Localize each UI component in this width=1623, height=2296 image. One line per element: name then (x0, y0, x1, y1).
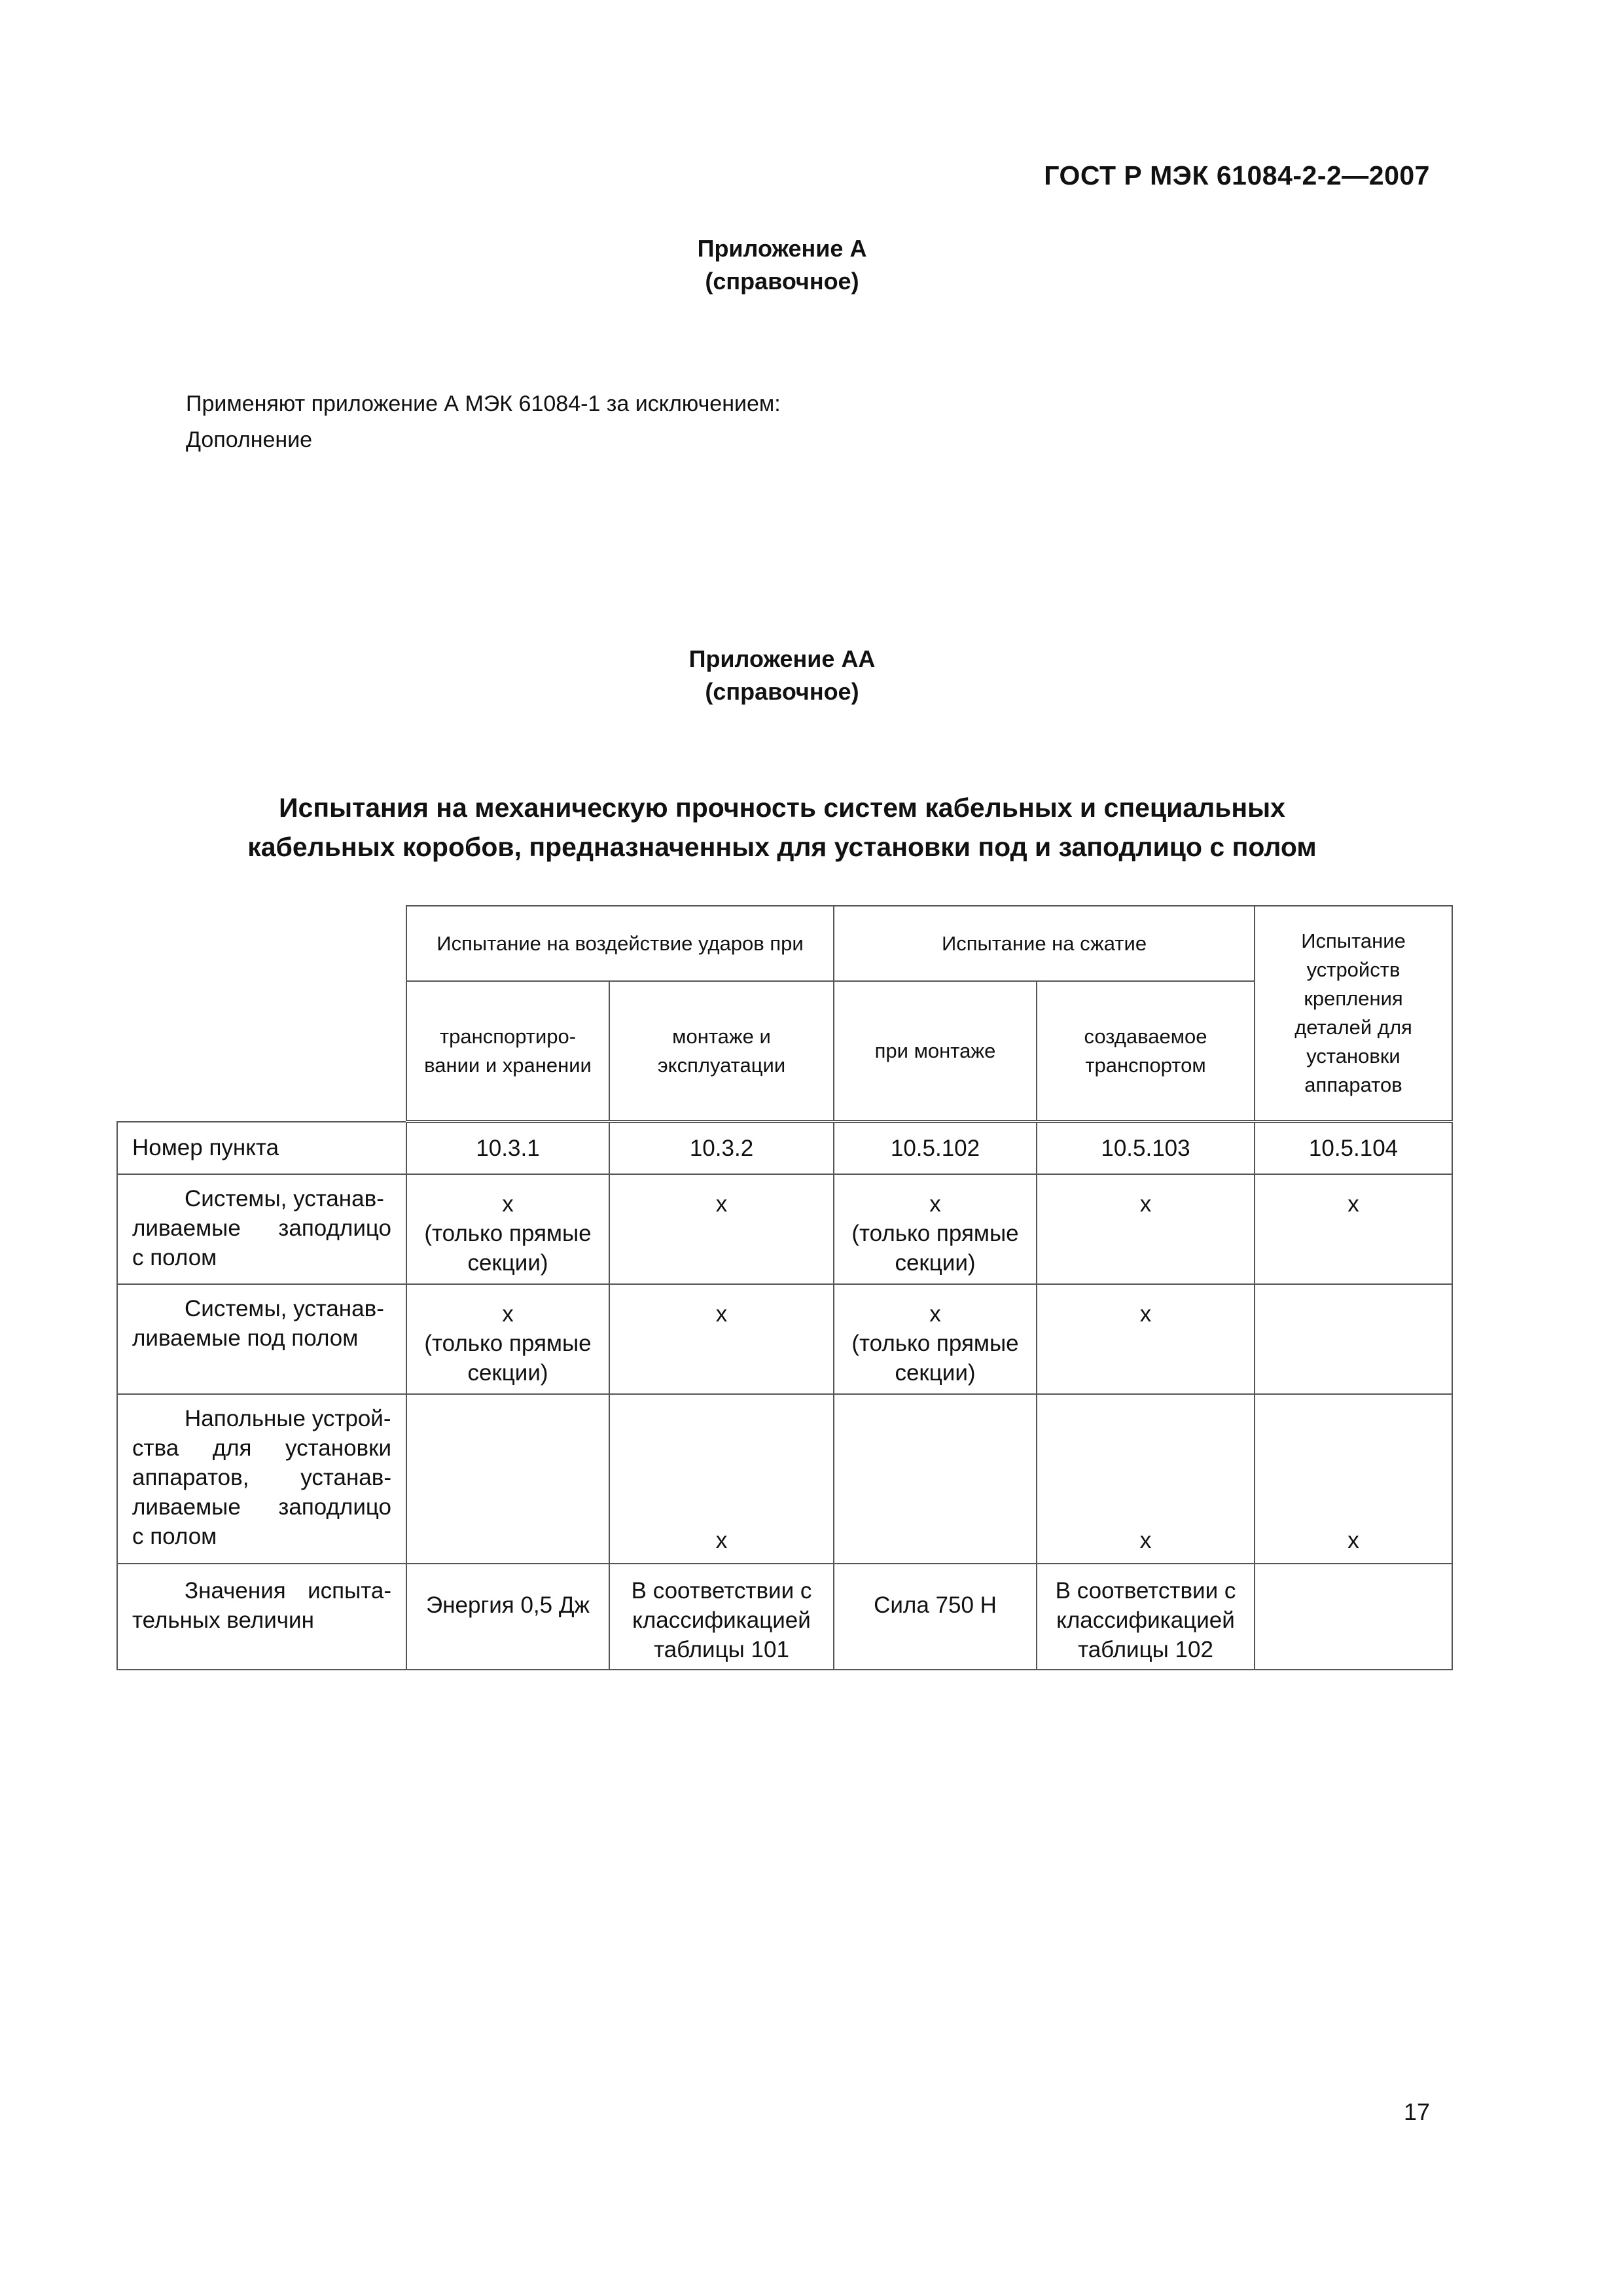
row-label-line: Значения испыта- (185, 1578, 391, 1604)
subheader-line: вании и хранении (424, 1053, 592, 1077)
row-label (117, 1174, 406, 1284)
row-label-line: ливаемые под полом (132, 1325, 359, 1351)
table-cell-empty (1255, 1284, 1452, 1394)
tests-table (116, 905, 1453, 1670)
table-cell (406, 1284, 609, 1394)
table-cell (1037, 1564, 1255, 1670)
subheader-mounting: при монтаже (834, 981, 1037, 1122)
cell-line: x (1139, 1191, 1152, 1217)
cell-line: x (1139, 1301, 1152, 1327)
table-cell (406, 1174, 609, 1284)
table-cell: x (1037, 1394, 1255, 1564)
annex-aa-subtitle: (справочное) (705, 678, 859, 705)
annex-a-title: Приложение А (697, 235, 867, 262)
header-fixing-line: установки (1306, 1045, 1400, 1067)
table-cell: 10.5.103 (1037, 1122, 1255, 1175)
annex-aa-section-title (0, 788, 1564, 867)
cell-line: В соответствии с (631, 1578, 812, 1604)
header-fixing-line: устройств (1306, 958, 1400, 981)
subheader-line: создаваемое (1084, 1024, 1207, 1048)
subheader-transport (406, 981, 609, 1122)
cell-line: (только прямые (851, 1221, 1019, 1246)
table-cell (834, 1174, 1037, 1284)
annex-aa-title: Приложение АА (688, 645, 876, 672)
subheader-line: монтаже и (672, 1024, 771, 1048)
table-corner-empty (117, 906, 406, 1122)
table-cell (834, 1284, 1037, 1394)
table-header-row-1 (117, 906, 1452, 981)
standard-id: ГОСТ Р МЭК 61084-2-2—2007 (1044, 160, 1430, 190)
header-fixing-line: аппаратов (1304, 1073, 1402, 1096)
cell-line: секции) (467, 1250, 548, 1276)
table-cell (609, 1564, 834, 1670)
annex-a-text-line2: Дополнение (186, 427, 313, 452)
cell-line: секции) (895, 1360, 976, 1386)
table-cell (1037, 1174, 1255, 1284)
cell-line: классификацией (1056, 1607, 1235, 1633)
subheader-line: эксплуатации (657, 1053, 786, 1077)
table-cell (1037, 1284, 1255, 1394)
table-cell: 10.5.104 (1255, 1122, 1452, 1175)
row-label (117, 1284, 406, 1394)
cell-line: Сила 750 Н (874, 1592, 997, 1618)
table-row-flush-systems (117, 1174, 1452, 1284)
table-row-underfloor-systems (117, 1284, 1452, 1394)
row-label-line: ства для установки (132, 1435, 391, 1461)
cell-line: x (502, 1301, 514, 1327)
cell-line: Энергия 0,5 Дж (426, 1592, 590, 1618)
cell-line: таблицы 102 (1078, 1637, 1213, 1662)
cell-line: (только прямые (424, 1331, 592, 1356)
cell-line: x (929, 1191, 941, 1217)
row-label-line: с полом (132, 1245, 217, 1270)
section-title-line2: кабельных коробов, предназначенных для установки под и заподлицо с полом (247, 832, 1317, 862)
subheader-line: транспортиро- (439, 1024, 577, 1048)
cell-line: x (502, 1191, 514, 1217)
cell-line: секции) (467, 1360, 548, 1386)
cell-line: (только прямые (424, 1221, 592, 1246)
header-fixing-line: деталей для (1294, 1016, 1412, 1039)
table-cell (1255, 1174, 1452, 1284)
cell-line: x (1347, 1191, 1359, 1217)
row-label (117, 1564, 406, 1670)
cell-line: x (929, 1301, 941, 1327)
row-label-line: аппаратов, устанав- (132, 1465, 391, 1490)
subheader-line: транспортом (1085, 1053, 1206, 1077)
table-cell: x (1255, 1394, 1452, 1564)
row-label-line: Системы, устанав- (185, 1296, 384, 1321)
table-row-floor-devices (117, 1394, 1452, 1564)
annex-aa-heading (0, 643, 1564, 708)
row-label-line: ливаемые заподлицо (132, 1494, 391, 1520)
row-label-line: Напольные устрой- (185, 1406, 391, 1431)
table-cell (406, 1564, 609, 1670)
table-cell: x (609, 1394, 834, 1564)
header-compression-test: Испытание на сжатие (834, 906, 1255, 981)
header-impact-test: Испытание на воздействие ударов при (406, 906, 834, 981)
cell-line: секции) (895, 1250, 976, 1276)
table-cell-empty (1255, 1564, 1452, 1670)
annex-a-text-line1: Применяют приложение А МЭК 61084-1 за исключением: (186, 391, 781, 416)
row-label: Номер пункта (117, 1122, 406, 1175)
table-cell: 10.5.102 (834, 1122, 1037, 1175)
subheader-traffic (1037, 981, 1255, 1122)
header-fixing-line: крепления (1304, 987, 1403, 1010)
section-title-line1: Испытания на механическую прочность систем кабельных и специальных (279, 793, 1285, 823)
cell-line: x (715, 1191, 728, 1217)
row-label-line: с полом (132, 1524, 217, 1549)
row-label-line: тельных величин (132, 1607, 314, 1633)
cell-line: В соответствии с (1055, 1578, 1236, 1604)
annex-a-subtitle: (справочное) (705, 268, 859, 295)
row-label-line: ливаемые заподлицо (132, 1215, 391, 1241)
table-row-test-values (117, 1564, 1452, 1670)
table-cell (609, 1284, 834, 1394)
cell-line: x (715, 1301, 728, 1327)
annex-a-text (186, 386, 781, 458)
annex-a-heading (0, 232, 1564, 298)
cell-line: таблицы 101 (654, 1637, 789, 1662)
row-label (117, 1394, 406, 1564)
table-cell: 10.3.2 (609, 1122, 834, 1175)
table-row-clause-number (117, 1122, 1452, 1175)
row-label-line: Системы, устанав- (185, 1186, 384, 1211)
subheader-install (609, 981, 834, 1122)
page-number: 17 (1403, 2098, 1430, 2125)
table-cell: 10.3.1 (406, 1122, 609, 1175)
cell-line: (только прямые (851, 1331, 1019, 1356)
table-cell-empty (406, 1394, 609, 1564)
cell-line: классификацией (632, 1607, 811, 1633)
table-cell (834, 1564, 1037, 1670)
header-fixing-line: Испытание (1301, 929, 1406, 952)
table-cell (609, 1174, 834, 1284)
header-fixing-test (1255, 906, 1452, 1122)
table-cell-empty (834, 1394, 1037, 1564)
